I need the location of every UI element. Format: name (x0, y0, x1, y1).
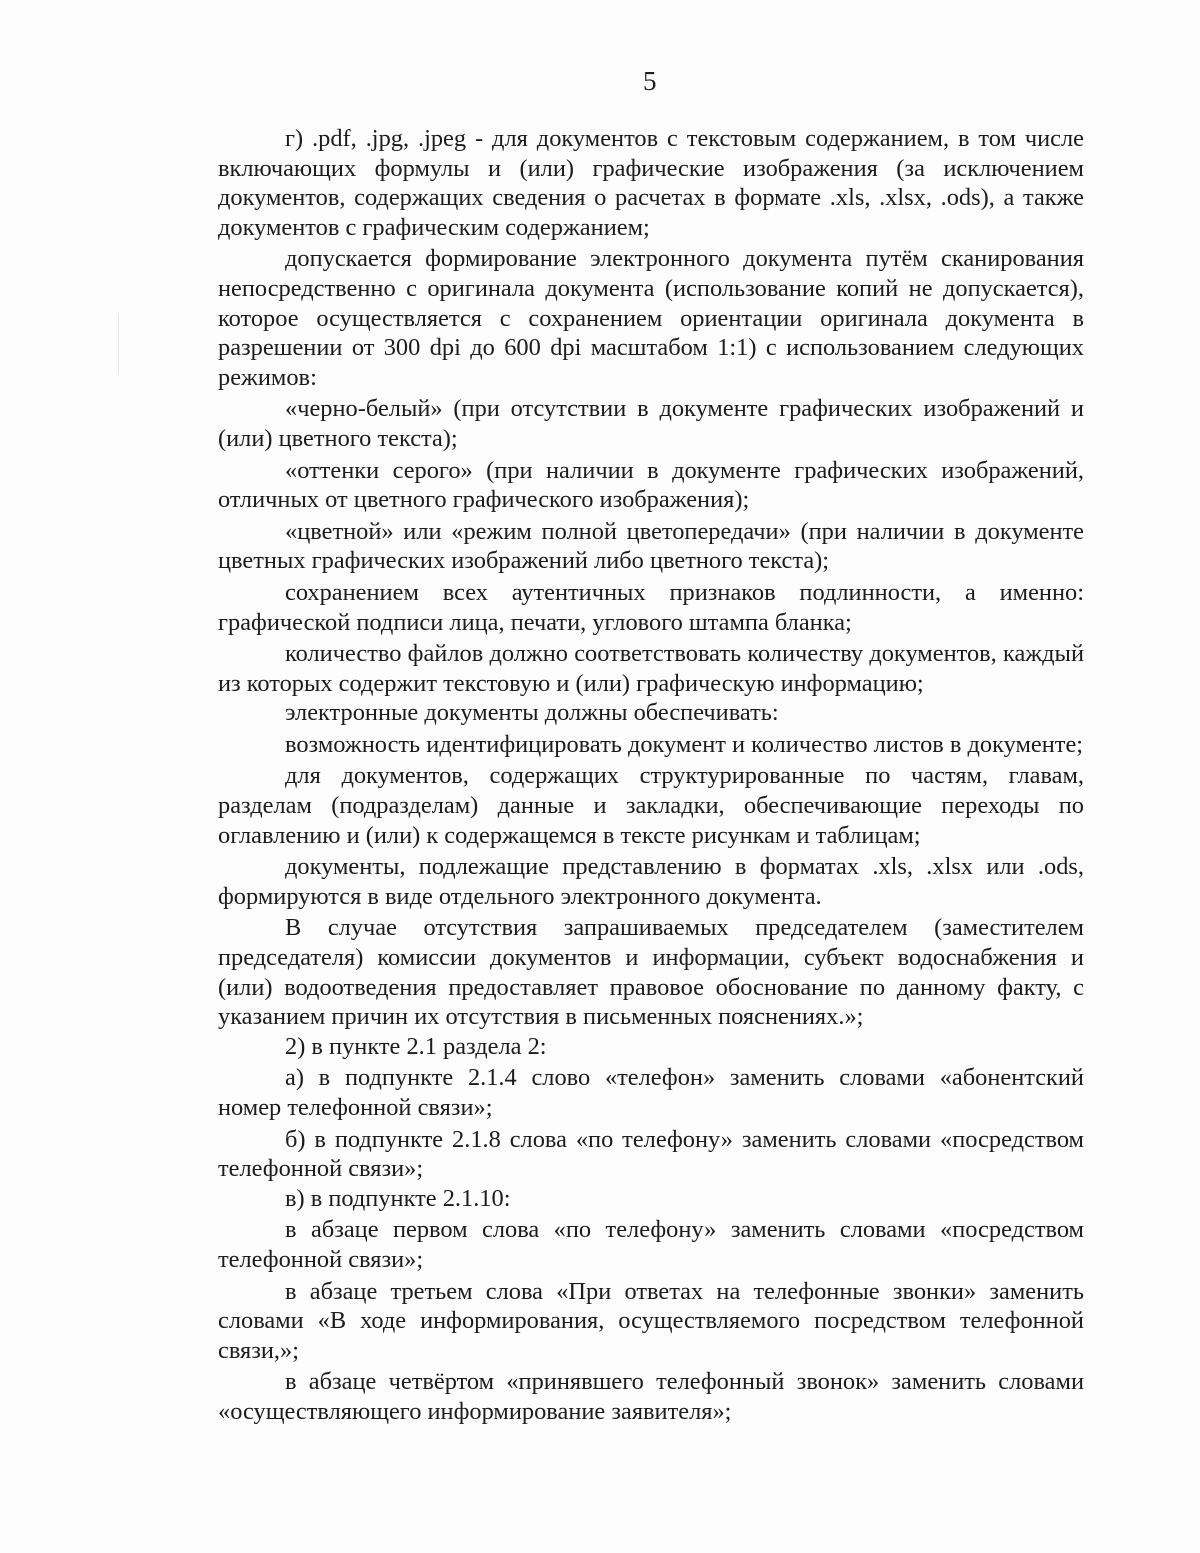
paragraph-scanning-allowed: допускается формирование электронного документа путём сканирования непосредственно с оригинала документа (использование копий не допускается), которое осуществляется с сохранением ориентации оригинала документа в разрешении от 300 dpi до 600 dpi масштабом 1:1) с использованием следующих режимов: (218, 245, 1084, 391)
paragraph-subitem-v: в) в подпункте 2.1.10: (285, 1184, 511, 1212)
paragraph-file-count: количество файлов должно соответствовать количеству документов, каждый из которых содержит текстовую и (или) графическую информацию; (218, 640, 1084, 697)
paragraph-item-2: 2) в пункте 2.1 раздела 2: (285, 1032, 547, 1060)
paragraph-subitem-b: б) в подпункте 2.1.8 слова «по телефону» заменить словами «посредством телефонной связи»; (218, 1125, 1084, 1183)
paragraph-third-abzac: в абзаце третьем слова «При ответах на телефонные звонки» заменить словами «В ходе информирования, осуществляемого посредством телефонной связи,»; (218, 1277, 1084, 1364)
paragraph-first-abzac: в абзаце первом слова «по телефону» заменить словами «посредством телефонной связи»; (218, 1216, 1084, 1273)
paragraph-identify-document: возможность идентифицировать документ и количество листов в документе; (285, 730, 1084, 758)
paragraph-mode-black-white: «черно-белый» (при отсутствии в документе графических изображений и (или) цветного текста); (218, 395, 1084, 452)
document-body (218, 124, 1084, 1427)
paragraph-subitem-a: а) в подпункте 2.1.4 слово «телефон» заменить словами «абонентский номер телефонной связи»; (218, 1064, 1084, 1121)
paragraph-structured-bookmarks: для документов, содержащих структурированные по частям, главам, разделам (подразделам) данные и закладки, обеспечивающие переходы по оглавлению и (или) к содержащемся в тексте рисункам и таблицам; (218, 762, 1084, 849)
scan-margin-line (118, 314, 119, 374)
paragraph-missing-documents: В случае отсутствия запрашиваемых председателем (заместителем председателя) комиссии документов и информации, субъект водоснабжения и (или) водоотведения предоставляет правовое обоснование по данному факту, с указанием причин их отсутствия в письменных пояснениях.»; (218, 914, 1084, 1031)
paragraph-formats-pdf-jpg: г) .pdf, .jpg, .jpeg - для документов с текстовым содержанием, в том числе включающих формулы и (или) графические изображения (за исключением документов, содержащих сведения о расчетах в формате .xls, .xlsx, .ods), а также документов с графическим содержанием; (218, 125, 1084, 241)
paragraph-mode-color: «цветной» или «режим полной цветопередачи» (при наличии в документе цветных графических изображений либо цветного текста); (218, 517, 1084, 575)
paragraph-fourth-abzac: в абзаце четвёртом «принявшего телефонный звонок» заменить словами «осуществляющего информирование заявителя»; (218, 1368, 1084, 1425)
paragraph-authenticity: сохранением всех аутентичных признаков подлинности, а именно: графической подписи лица, печати, углового штампа бланка; (218, 578, 1084, 636)
paragraph-spreadsheet-formats: документы, подлежащие представлению в форматах .xls, .xlsx или .ods, формируются в виде отдельного электронного документа. (218, 853, 1084, 910)
page-number: 5 (643, 66, 657, 96)
paragraph-mode-grayscale: «оттенки серого» (при наличии в документе графических изображений, отличных от цветного графического изображения); (218, 456, 1084, 514)
paragraph-documents-must-provide: электронные документы должны обеспечивать: (285, 699, 779, 727)
